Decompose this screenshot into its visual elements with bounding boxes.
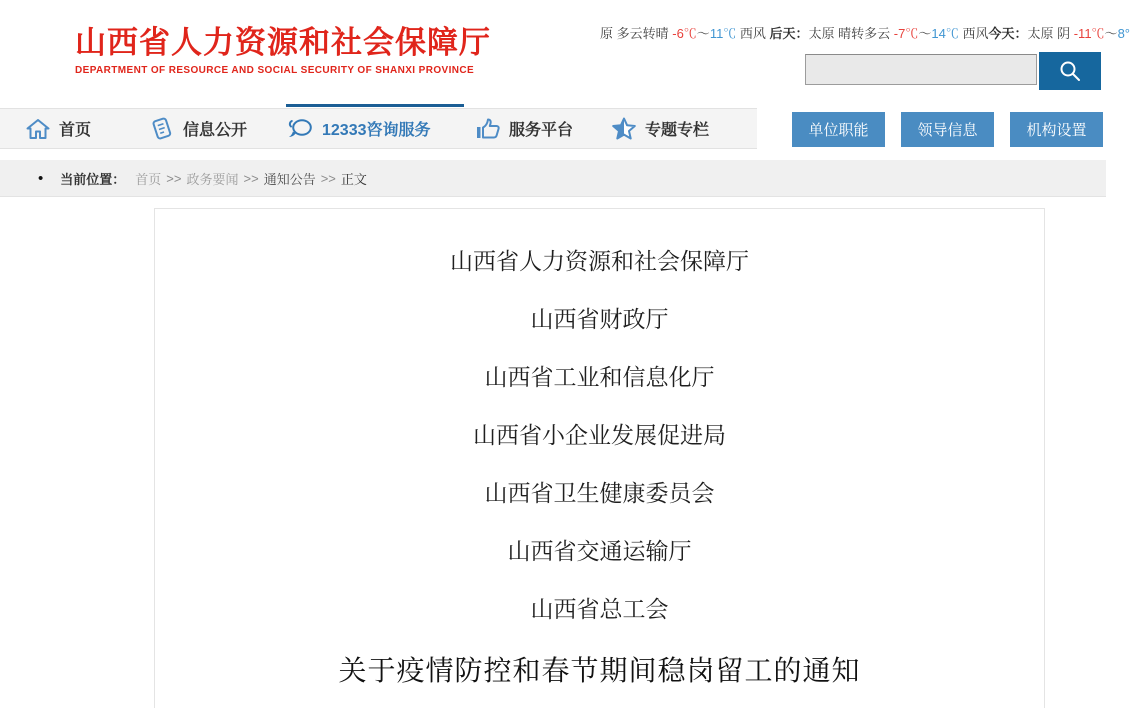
bullet-icon: •	[38, 169, 44, 187]
chat-bubbles-icon	[286, 118, 313, 139]
breadcrumb-item-notices[interactable]: 通知公告	[263, 171, 316, 187]
weather-temp-high: 11℃	[709, 26, 737, 41]
nav-item-label: 首页	[59, 122, 92, 139]
weather-temp-high: 8°	[1117, 26, 1130, 41]
nav-item-special-topics[interactable]	[612, 109, 709, 148]
weather-day-label: 后天：	[769, 26, 809, 41]
nav-item-service-platform[interactable]	[476, 109, 573, 148]
weather-ticker	[600, 24, 1130, 43]
active-tab-indicator	[286, 104, 464, 107]
weather-day-label: 今天：	[988, 26, 1028, 41]
weather-temp-low: -7℃	[893, 26, 919, 41]
weather-tilde: ～	[1104, 26, 1118, 41]
weather-temp-high: 14℃	[931, 26, 959, 41]
site-subtitle: DEPARTMENT OF RESOURCE AND SOCIAL SECURITY OF SHANXI PROVINCE	[75, 65, 475, 76]
issuer-line: 山西省工业和信息化厅	[484, 365, 715, 391]
breadcrumb-item-home[interactable]: 首页	[135, 171, 162, 187]
search-input[interactable]	[805, 54, 1037, 85]
nav-item-label: 信息公开	[183, 122, 248, 139]
breadcrumb	[0, 160, 1106, 197]
weather-tilde: ～	[696, 26, 710, 41]
nav-item-label: 专题专栏	[645, 122, 710, 139]
breadcrumb-separator: >>	[320, 170, 336, 186]
breadcrumb-separator: >>	[243, 170, 259, 186]
breadcrumb-item-current: 正文	[340, 171, 367, 187]
breadcrumb-separator: >>	[166, 170, 182, 186]
weather-temp-low: -11℃	[1073, 26, 1105, 41]
main-nav	[0, 108, 757, 149]
issuer-line: 山西省财政厅	[530, 307, 669, 333]
nav-item-12333-service[interactable]	[286, 109, 431, 148]
weather-text: 原 多云转晴	[600, 26, 673, 41]
star-icon	[612, 117, 636, 140]
thumbs-up-icon	[476, 118, 500, 139]
issuer-line: 山西省人力资源和社会保障厅	[450, 249, 749, 275]
nav-item-info-disclosure[interactable]	[150, 109, 247, 148]
weather-text: 太原 晴转多云	[808, 26, 894, 41]
weather-text: 西风	[958, 26, 989, 41]
nav-item-home[interactable]	[26, 109, 91, 148]
search-icon	[1058, 59, 1082, 83]
article-content	[154, 208, 1045, 708]
nav-item-label: 12333咨询服务	[322, 122, 431, 139]
article-title: 关于疫情防控和春节期间稳岗留工的通知	[338, 654, 861, 687]
leadership-info-button[interactable]: 领导信息	[901, 112, 994, 147]
search-button[interactable]	[1039, 52, 1101, 90]
nav-item-label: 服务平台	[509, 122, 574, 139]
breadcrumb-item-gov-news[interactable]: 政务要闻	[186, 171, 239, 187]
organization-setup-button[interactable]: 机构设置	[1010, 112, 1103, 147]
breadcrumb-label: 当前位置：	[60, 171, 126, 187]
weather-text: 西风	[736, 26, 770, 41]
issuer-line: 山西省交通运输厅	[507, 539, 692, 565]
home-icon	[26, 118, 50, 139]
weather-text: 太原 阴	[1027, 26, 1074, 41]
weather-temp-low: -6℃	[672, 26, 697, 41]
issuer-line: 山西省总工会	[530, 597, 669, 623]
site-logo[interactable]	[75, 26, 491, 76]
issuer-line: 山西省卫生健康委员会	[484, 481, 715, 507]
document-icon	[150, 117, 174, 141]
site-title: 山西省人力资源和社会保障厅	[75, 25, 491, 60]
issuer-line: 山西省小企业发展促进局	[473, 423, 726, 449]
unit-functions-button[interactable]: 单位职能	[792, 112, 885, 147]
weather-tilde: ～	[918, 26, 932, 41]
